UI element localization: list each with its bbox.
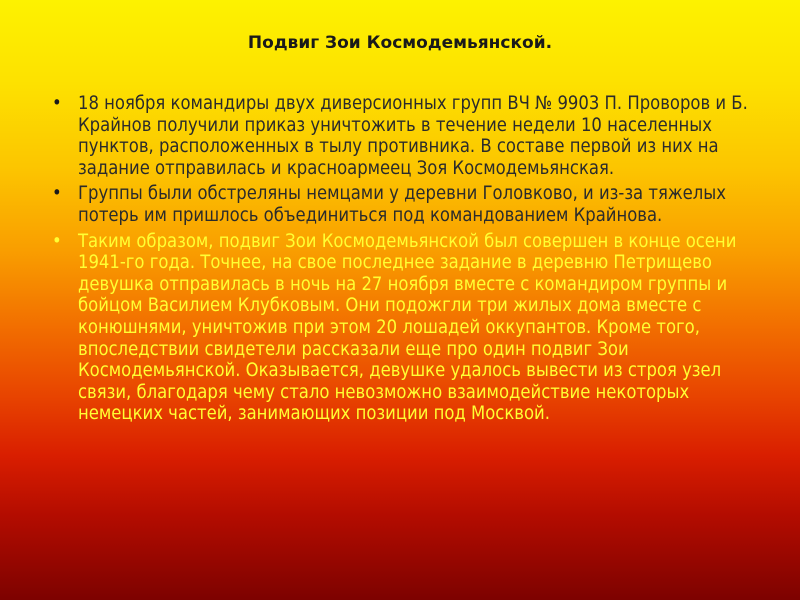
bullet-list [52, 93, 764, 429]
bullet-marker: • [52, 93, 62, 114]
slide-title: Подвиг Зои Космодемьянской. [247, 33, 553, 53]
bullet-item-2 [52, 183, 764, 226]
bullet-text: Таким образом, подвиг Зои Космодемьянской был совершен в конце осени 1941-го года. Точнее, на свое последнее задание в деревню Петрищево девушка отправилась в ночь на 27 ноября вместе с командиром группы и бойцом Василием Клубковым. Они подожгли три жилых дома вместе с конюшнями, уничтожив при этом 20 лошадей оккупантов. Кроме того, впоследствии свидетели рассказали еще про один подвиг Зои Космодемьянской. Оказывается, девушке удалось вывести из строя узел связи, благодаря чему стало невозможно взаимодействие некоторых немецких частей, занимающих позиции под Москвой. [78, 230, 737, 425]
bullet-marker: • [52, 183, 62, 205]
bullet-text: 18 ноября командиры двух диверсионных групп ВЧ № 9903 П. Проворов и Б. Крайнов получили приказ уничтожить в течение недели 10 населенных пунктов, расположенных в тылу противника. В составе первой из них на задание отправилась и красноармеец Зоя Космодемьянская. [78, 93, 748, 179]
bullet-text: Группы были обстреляны немцами у деревни Головково, и из-за тяжелых потерь им пришлось объединиться под командованием Крайнова. [78, 183, 727, 226]
bullet-item-1 [52, 93, 764, 179]
bullet-marker: • [52, 230, 62, 252]
bullet-item-3 [52, 231, 764, 425]
